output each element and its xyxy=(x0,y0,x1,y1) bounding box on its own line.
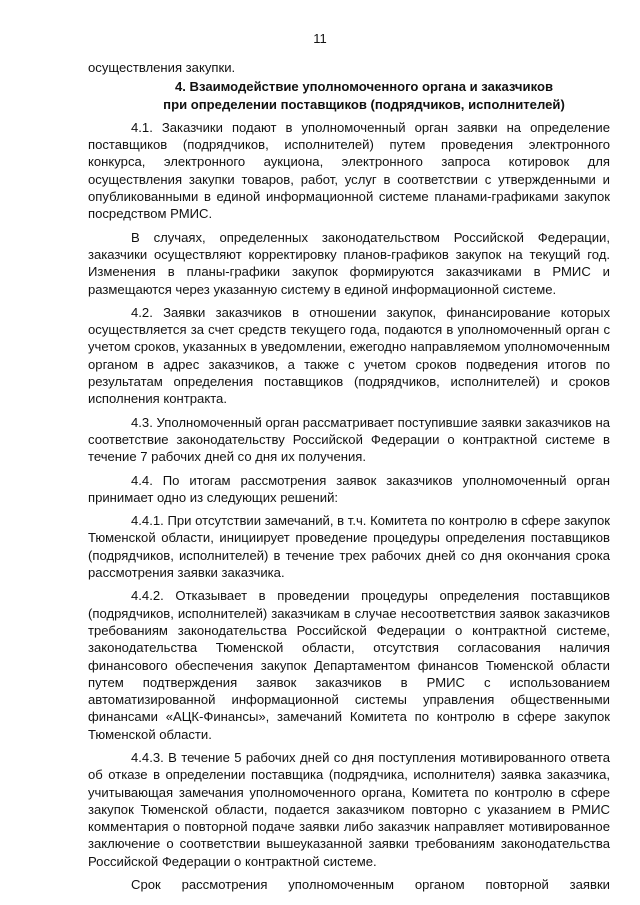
section-title-line-1: 4. Взаимодействие уполномоченного органа и заказчиков xyxy=(174,79,554,95)
paragraph-4-4-1: 4.4.1. При отсутствии замечаний, в т.ч. Комитета по контролю в сфере закупок Тюменской области, инициирует проведение процедуры определения поставщиков (подрядчиков, исполнителей) в течение трех рабочих дней со дня окончания срока рассмотрения заявки заказчика. xyxy=(88,513,610,581)
paragraph-final: Срок рассмотрения уполномоченным органом повторной заявки xyxy=(131,877,610,893)
paragraph-4-3: 4.3. Уполномоченный орган рассматривает поступившие заявки заказчиков на соответствие законодательству Российской Федерации о контрактной системе в течение 7 рабочих дней со дня их получения. xyxy=(88,414,610,465)
paragraph-4-2: 4.2. Заявки заказчиков в отношении закупок, финансирование которых осуществляется за счет средств текущего года, подаются в уполномоченный орган с учетом сроков, указанных в уведомлении, ежегодно направляемом уполномоченным органом в адрес заказчиков, а также с учетом сроков подведения итогов по результатам определения поставщиков (подрядчиков, исполнителей) и сроков исполнения контракта. xyxy=(88,304,610,407)
document-body xyxy=(88,59,610,893)
intro-text: осуществления закупки. xyxy=(88,60,236,75)
paragraph-4-1-cont: В случаях, определенных законодательством Российской Федерации, заказчики осуществляют корректировку планов-графиков закупок на текущий год. Изменения в планы-графики закупок формируются заказчиками в РМИС и размещаются через указанную систему в единой информационной системе. xyxy=(88,229,610,297)
page-number: 11 xyxy=(313,31,327,46)
paragraph-4-4-3: 4.4.3. В течение 5 рабочих дней со дня поступления мотивированного ответа об отказе в определении поставщика (подрядчика, исполнителя) заявка заказчика, учитывающая замечания уполномоченного органа, Комитета по контролю в сфере закупок Тюменской области, подается заказчиком повторно с указанием в РМИС комментария о повторной подаче заявки либо заказчик направляет мотивированное заключение о соответствии вышеуказанной заявки требованиям законодательства Российской Федерации о контрактной системе. xyxy=(88,749,610,869)
section-title-line-2: при определении поставщиков (подрядчиков, исполнителей) xyxy=(163,96,565,112)
paragraph-4-4: 4.4. По итогам рассмотрения заявок заказчиков уполномоченный орган принимает одно из следующих решений: xyxy=(88,472,610,505)
paragraph-4-4-2: 4.4.2. Отказывает в проведении процедуры определения поставщиков (подрядчиков, исполнителей) заказчикам в случае несоответствия заявок заказчиков требованиям законодательства Российской Федерации о контрактной системе, законодательства Тюменской области, отсутствия согласования наличия финансового обеспечения закупок Департаментом финансов Тюменской области путем подтверждения заявок заказчиков в РМИС с использованием автоматизированной информационной системы управления общественными финансами «АЦК-Финансы», замечаний Комитета по контролю в сфере закупок Тюменской области. xyxy=(88,588,610,742)
paragraph-4-1: 4.1. Заказчики подают в уполномоченный орган заявки на определение поставщиков (подрядчиков, исполнителей) путем проведения электронного конкурса, электронного аукциона, электронного запроса котировок для осуществления закупки товаров, работ, услуг в соответствии с утвержденными и опубликованными в единой информационной системе планами-графиками закупок посредством РМИС. xyxy=(88,119,610,222)
section-heading xyxy=(88,78,610,113)
